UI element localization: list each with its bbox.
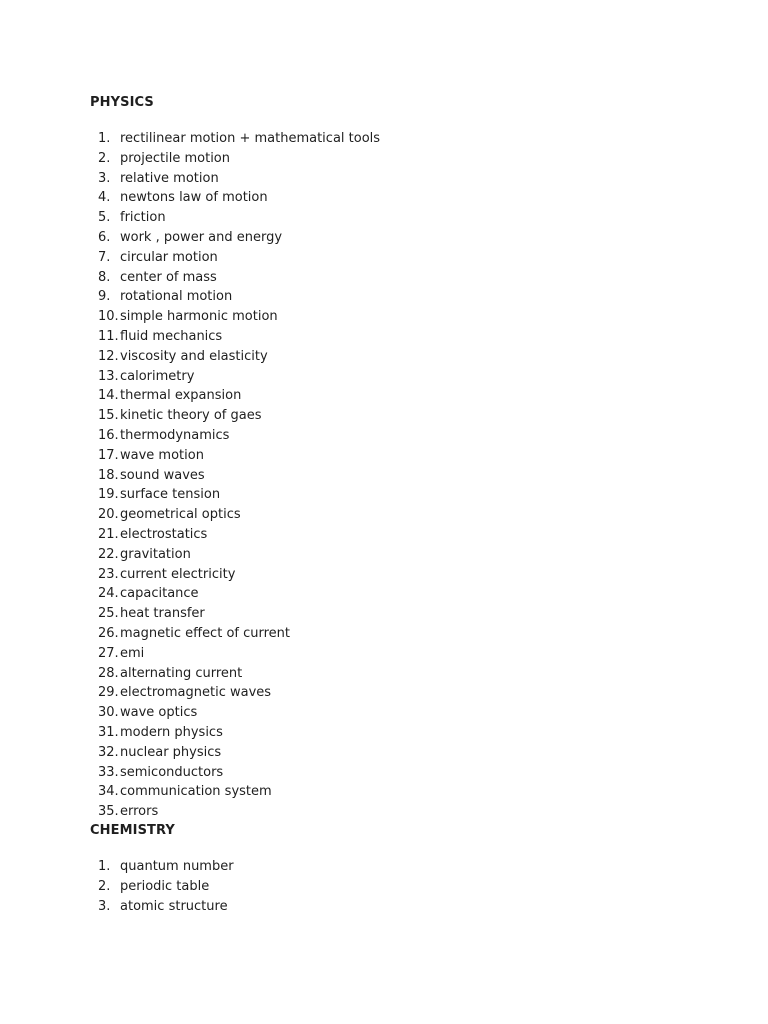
list-item-text: capacitance xyxy=(120,586,199,602)
list-item-text: relative motion xyxy=(120,170,219,186)
list-item-text: thermal expansion xyxy=(120,388,242,404)
list-item-number: 21. xyxy=(98,526,119,542)
list-item-text: center of mass xyxy=(120,269,217,285)
list-item-text: calorimetry xyxy=(120,368,195,384)
list-item-text: magnetic effect of current xyxy=(120,625,290,641)
list-item-number: 3. xyxy=(98,898,111,914)
list-item-text: emi xyxy=(120,645,145,661)
list-item-number: 18. xyxy=(98,467,119,483)
list-item-text: periodic table xyxy=(120,878,210,894)
list-item-number: 17. xyxy=(98,447,119,463)
list-item-number: 34. xyxy=(98,784,119,800)
list-item-number: 13. xyxy=(98,368,119,384)
list-item-number: 10. xyxy=(98,309,119,325)
chemistry-heading: CHEMISTRY xyxy=(90,823,175,838)
list-item-text: quantum number xyxy=(120,859,234,874)
list-item-number: 5. xyxy=(98,210,111,226)
list-item-text: kinetic theory of gaes xyxy=(120,408,262,424)
list-item-text: atomic structure xyxy=(120,898,228,914)
list-item-number: 11. xyxy=(98,328,119,344)
list-item-text: viscosity and elasticity xyxy=(120,348,268,364)
list-item-number: 3. xyxy=(98,170,111,186)
list-item-text: thermodynamics xyxy=(120,427,230,443)
list-item-number: 6. xyxy=(98,229,111,245)
list-item-text: wave optics xyxy=(120,705,198,721)
list-item-number: 12. xyxy=(98,348,119,364)
list-item-text: sound waves xyxy=(120,467,205,483)
list-item-text: current electricity xyxy=(120,566,236,582)
list-item-text: nuclear physics xyxy=(120,744,222,760)
list-item-text: friction xyxy=(120,210,166,226)
list-item-number: 2. xyxy=(98,878,111,894)
list-item-number: 22. xyxy=(98,546,119,562)
list-item-text: errors xyxy=(120,804,159,820)
list-item-number: 9. xyxy=(98,289,111,305)
list-item-text: simple harmonic motion xyxy=(120,309,278,325)
list-item-text: semiconductors xyxy=(120,764,224,780)
list-item-text: geometrical optics xyxy=(120,507,241,523)
list-item-text: surface tension xyxy=(120,487,221,503)
list-item-number: 1. xyxy=(98,131,111,146)
list-item-text: wave motion xyxy=(120,447,204,463)
list-item-text: electromagnetic waves xyxy=(120,685,272,701)
list-item-text: work , power and energy xyxy=(120,229,283,245)
list-item-number: 1. xyxy=(98,859,111,874)
list-item-number: 2. xyxy=(98,150,111,166)
list-item-number: 31. xyxy=(98,724,119,740)
list-item-text: fluid mechanics xyxy=(120,328,223,344)
list-item-number: 25. xyxy=(98,606,119,622)
list-item-number: 7. xyxy=(98,249,111,265)
list-item-text: modern physics xyxy=(120,724,223,740)
list-item-number: 35. xyxy=(98,804,119,820)
list-item-text: gravitation xyxy=(120,546,191,562)
list-item-number: 32. xyxy=(98,744,119,760)
list-item-number: 30. xyxy=(98,705,119,721)
list-item-number: 33. xyxy=(98,764,119,780)
list-item-number: 19. xyxy=(98,487,119,503)
list-item-text: projectile motion xyxy=(120,150,230,166)
list-item-number: 15. xyxy=(98,408,119,424)
list-item-text: electrostatics xyxy=(120,526,208,542)
list-item-number: 20. xyxy=(98,507,119,523)
list-item-number: 23. xyxy=(98,566,119,582)
list-item-number: 8. xyxy=(98,269,111,285)
list-item-number: 28. xyxy=(98,665,119,681)
list-item-number: 14. xyxy=(98,388,119,404)
physics-heading: PHYSICS xyxy=(90,95,154,110)
list-item-number: 29. xyxy=(98,685,119,701)
list-item-text: newtons law of motion xyxy=(120,190,268,206)
list-item-number: 4. xyxy=(98,190,111,206)
list-item-text: rectilinear motion + mathematical tools xyxy=(120,131,381,146)
list-item-number: 24. xyxy=(98,586,119,602)
list-item-text: heat transfer xyxy=(120,606,205,622)
list-item-text: alternating current xyxy=(120,665,243,681)
list-item-text: rotational motion xyxy=(120,289,233,305)
list-item-text: circular motion xyxy=(120,249,218,265)
list-item-number: 16. xyxy=(98,427,119,443)
list-item-number: 27. xyxy=(98,645,119,661)
list-item-text: communication system xyxy=(120,784,272,800)
list-item-number: 26. xyxy=(98,625,119,641)
